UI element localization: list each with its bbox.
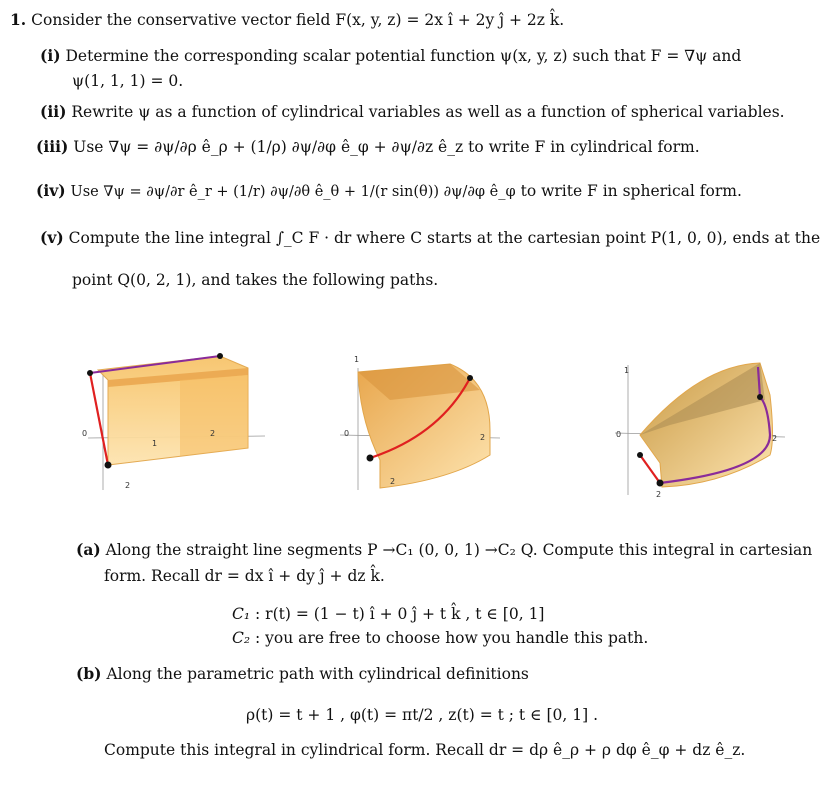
- c1-name: C₁: [232, 605, 251, 623]
- tick-top-3: 1: [624, 366, 630, 375]
- figure-path-b: [330, 340, 505, 500]
- tick-1: 1: [152, 439, 158, 448]
- tick-2-3: 2: [772, 434, 778, 443]
- sub-a-text2: form. Recall dr = dx î + dy ĵ + dz k̂.: [104, 567, 385, 585]
- c1-line: [232, 604, 544, 624]
- point-q-2: [467, 375, 473, 381]
- point-q: [217, 353, 223, 359]
- tick-y2-2: 2: [390, 477, 396, 486]
- part-iv-text: to write F in spherical form.: [520, 182, 742, 200]
- red-path-c1: [90, 373, 108, 465]
- part-iv: [36, 181, 742, 202]
- figure-path-c: [610, 345, 790, 505]
- point-q-3: [757, 394, 763, 400]
- c2-def: : you are free to choose how you handle this path.: [255, 629, 649, 647]
- part-v-text2: point Q(0, 2, 1), and takes the following paths.: [72, 271, 439, 289]
- part-i-condition: ψ(1, 1, 1) = 0.: [72, 72, 184, 90]
- sub-b-text2: Compute this integral in cylindrical form. Recall dr = dρ ê_ρ + ρ dφ ê_φ + dz ê_z.: [104, 741, 746, 759]
- sub-b-label: (b): [76, 664, 102, 683]
- surface-side-face: [180, 375, 248, 456]
- problem-text: Consider the conservative vector field F(x, y, z) = 2x î + 2y ĵ + 2z k̂.: [31, 11, 565, 29]
- point-mid: [87, 370, 93, 376]
- part-iv-formula: Use ∇ψ = ∂ψ/∂r ê_r + (1/r) ∂ψ/∂θ ê_θ + 1/(r sin(θ)) ∂ψ/∂φ ê_φ: [70, 184, 516, 200]
- tick-0-2: 0: [344, 429, 350, 438]
- part-i: [40, 46, 741, 66]
- problem-statement: [10, 10, 564, 30]
- part-v-text: Compute the line integral ∫_C F · dr where C starts at the cartesian point P(1, 0, 0), ends at the: [68, 229, 821, 247]
- sub-b-param: ρ(t) = t + 1 , φ(t) = πt/2 , z(t) = t ; t ∈ [0, 1] .: [246, 706, 599, 724]
- part-iii-formula: Use ∇ψ = ∂ψ/∂ρ ê_ρ + (1/ρ) ∂ψ/∂φ ê_φ + ∂ψ/∂z ê_z: [73, 138, 464, 156]
- point-p-2: [367, 455, 374, 462]
- c1-def: : r(t) = (1 − t) î + 0 ĵ + t k̂ , t ∈ [0, 1]: [255, 605, 545, 623]
- tick-0: 0: [82, 429, 88, 438]
- sub-a: [76, 540, 812, 560]
- point-mid-3: [657, 480, 664, 487]
- part-ii: [40, 102, 785, 122]
- c2-line: [232, 628, 648, 648]
- tick-top-2: 1: [354, 355, 360, 364]
- part-ii-label: (ii): [40, 102, 67, 121]
- part-v: [40, 228, 820, 248]
- part-iii-text: to write F in cylindrical form.: [468, 138, 700, 156]
- point-p-3: [637, 452, 643, 458]
- part-i-text: Determine the corresponding scalar potential function ψ(x, y, z) such that F = ∇ψ and: [65, 47, 742, 65]
- tick-y2-3: 2: [656, 490, 662, 499]
- tick-2: 2: [210, 429, 216, 438]
- part-iii-label: (iii): [36, 137, 69, 156]
- part-i-label: (i): [40, 46, 61, 65]
- sub-b: [76, 664, 529, 684]
- figure-path-a: [60, 340, 280, 500]
- point-p: [105, 462, 112, 469]
- tick-y2: 2: [125, 481, 131, 490]
- part-iii: [36, 137, 700, 157]
- sub-a-text: Along the straight line segments P →C₁ (0, 0, 1) →C₂ Q. Compute this integral in cartesian: [105, 541, 813, 559]
- tick-0-3: 0: [616, 430, 622, 439]
- part-ii-text: Rewrite ψ as a function of cylindrical variables as well as a function of spherical variables.: [71, 103, 785, 121]
- part-v-label: (v): [40, 228, 64, 247]
- c2-name: C₂: [232, 629, 251, 647]
- sub-a-label: (a): [76, 540, 101, 559]
- problem-number: 1.: [10, 10, 27, 29]
- sub-b-text: Along the parametric path with cylindrical definitions: [106, 665, 529, 683]
- tick-2-2: 2: [480, 433, 486, 442]
- part-iv-label: (iv): [36, 181, 66, 200]
